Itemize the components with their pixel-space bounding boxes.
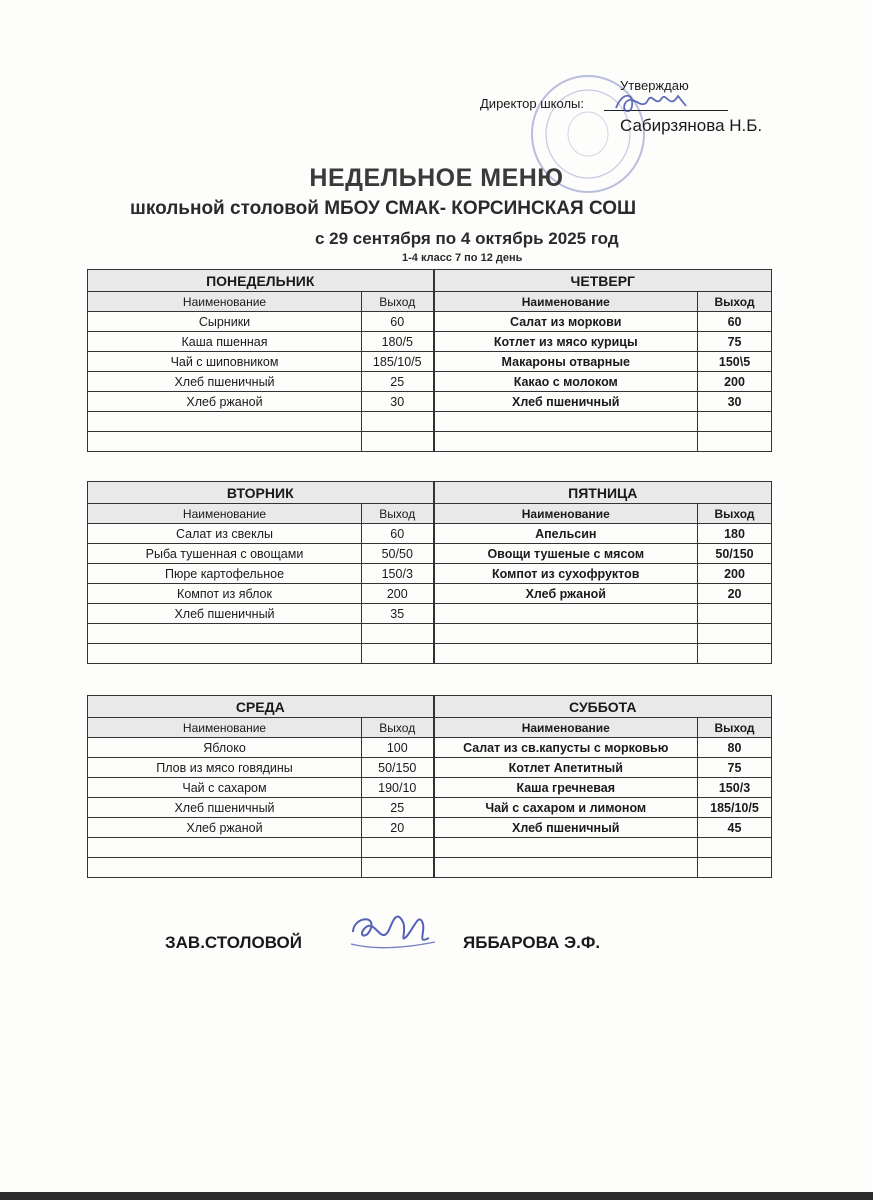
col-output-header: Выход <box>362 504 434 524</box>
page-subtitle: школьной столовой МБОУ СМАК- КОРСИНСКАЯ СОШ <box>130 198 637 219</box>
dish-name: Апельсин <box>434 524 698 544</box>
dish-name: Компот из яблок <box>88 584 362 604</box>
table-row <box>88 818 772 838</box>
dish-output: 150/3 <box>698 778 772 798</box>
dish-name: Хлеб пшеничный <box>88 372 362 392</box>
approve-word: Утверждаю <box>620 78 689 93</box>
menu-table-tue-fri <box>87 481 772 664</box>
table-row <box>88 524 772 544</box>
day-monday: ПОНЕДЕЛЬНИК <box>88 270 434 292</box>
dish-output <box>698 432 772 452</box>
day-wednesday: СРЕДА <box>88 696 434 718</box>
dish-output: 25 <box>362 372 434 392</box>
date-range: с 29 сентября по 4 октябрь 2025 год <box>315 229 619 248</box>
dish-name <box>434 604 698 624</box>
dish-output: 150/3 <box>362 564 434 584</box>
dish-name <box>434 624 698 644</box>
col-name-header: Наименование <box>88 292 362 312</box>
dish-output: 190/10 <box>362 778 434 798</box>
menu-table-wed-sat <box>87 695 772 878</box>
col-name-header: Наименование <box>88 718 362 738</box>
cafeteria-head-signature <box>345 900 440 960</box>
col-output-header: Выход <box>698 718 772 738</box>
dish-name <box>88 432 362 452</box>
table-row <box>88 798 772 818</box>
dish-name: Хлеб пшеничный <box>88 604 362 624</box>
table-row <box>88 838 772 858</box>
dish-name: Хлеб пшеничный <box>434 818 698 838</box>
dish-name: Чай с сахаром и лимоном <box>434 798 698 818</box>
dish-name: Салат из моркови <box>434 312 698 332</box>
dish-name: Салат из свеклы <box>88 524 362 544</box>
dish-name: Какао с молоком <box>434 372 698 392</box>
table-row <box>88 312 772 332</box>
dish-output: 200 <box>698 564 772 584</box>
dish-name: Котлет Апетитный <box>434 758 698 778</box>
dish-output <box>362 432 434 452</box>
dish-name: Рыба тушенная с овощами <box>88 544 362 564</box>
dish-name: Котлет из мясо курицы <box>434 332 698 352</box>
col-output-header: Выход <box>698 292 772 312</box>
dish-output: 75 <box>698 758 772 778</box>
dish-output: 50/150 <box>362 758 434 778</box>
dish-name: Плов из мясо говядины <box>88 758 362 778</box>
dish-output: 20 <box>698 584 772 604</box>
dish-name: Компот из сухофруктов <box>434 564 698 584</box>
table-row <box>88 392 772 412</box>
dish-name <box>434 412 698 432</box>
table-row <box>88 778 772 798</box>
dish-output <box>698 838 772 858</box>
table-row <box>88 332 772 352</box>
dish-output: 35 <box>362 604 434 624</box>
dish-output: 185/10/5 <box>362 352 434 372</box>
table-row <box>88 432 772 452</box>
dish-output: 180 <box>698 524 772 544</box>
dish-output: 60 <box>362 524 434 544</box>
dish-name: Каша пшенная <box>88 332 362 352</box>
menu-table-mon-thu <box>87 269 772 452</box>
table-row <box>88 584 772 604</box>
dish-name <box>88 644 362 664</box>
dish-name: Чай с шиповником <box>88 352 362 372</box>
dish-name: Овощи тушеные с мясом <box>434 544 698 564</box>
dish-output: 60 <box>698 312 772 332</box>
dish-name: Яблоко <box>88 738 362 758</box>
dish-output: 30 <box>698 392 772 412</box>
director-label: Директор школы: <box>480 96 584 111</box>
col-output-header: Выход <box>362 718 434 738</box>
dish-name <box>434 838 698 858</box>
dish-output: 185/10/5 <box>698 798 772 818</box>
dish-output: 50/150 <box>698 544 772 564</box>
dish-output: 30 <box>362 392 434 412</box>
dish-output: 20 <box>362 818 434 838</box>
dish-name <box>88 412 362 432</box>
dish-output: 150\5 <box>698 352 772 372</box>
dish-output: 200 <box>698 372 772 392</box>
dish-name <box>434 858 698 878</box>
dish-output <box>362 838 434 858</box>
table-row <box>88 352 772 372</box>
cafeteria-head-role: ЗАВ.СТОЛОВОЙ <box>165 933 302 952</box>
table-row <box>88 372 772 392</box>
col-name-header: Наименование <box>434 718 698 738</box>
dish-output <box>698 604 772 624</box>
dish-output: 80 <box>698 738 772 758</box>
dish-output <box>698 644 772 664</box>
director-name: Сабирзянова Н.Б. <box>620 116 763 135</box>
dish-output <box>698 624 772 644</box>
col-name-header: Наименование <box>434 292 698 312</box>
dish-output <box>362 624 434 644</box>
dish-name: Салат из св.капусты с морковью <box>434 738 698 758</box>
col-output-header: Выход <box>362 292 434 312</box>
table-row <box>88 412 772 432</box>
dish-output <box>362 644 434 664</box>
table-row <box>88 758 772 778</box>
cafeteria-head-name: ЯББАРОВА Э.Ф. <box>463 933 601 952</box>
dish-output <box>698 858 772 878</box>
day-thursday: ЧЕТВЕРГ <box>434 270 772 292</box>
dish-name <box>88 858 362 878</box>
director-signature <box>612 86 692 120</box>
dish-name: Сырники <box>88 312 362 332</box>
dish-output: 60 <box>362 312 434 332</box>
dish-output: 50/50 <box>362 544 434 564</box>
day-tuesday: ВТОРНИК <box>88 482 434 504</box>
dish-name: Пюре картофельное <box>88 564 362 584</box>
table-row <box>88 604 772 624</box>
table-row <box>88 624 772 644</box>
dish-output: 75 <box>698 332 772 352</box>
table-row <box>88 738 772 758</box>
dish-output: 200 <box>362 584 434 604</box>
col-name-header: Наименование <box>88 504 362 524</box>
dish-name <box>434 432 698 452</box>
dish-name: Макароны отварные <box>434 352 698 372</box>
table-row <box>88 544 772 564</box>
dish-name: Хлеб пшеничный <box>434 392 698 412</box>
page-title: НЕДЕЛЬНОЕ МЕНЮ <box>309 164 564 192</box>
dish-name: Хлеб ржаной <box>434 584 698 604</box>
table-row <box>88 644 772 664</box>
dish-name: Хлеб ржаной <box>88 818 362 838</box>
dish-name: Хлеб пшеничный <box>88 798 362 818</box>
dish-output: 25 <box>362 798 434 818</box>
dish-output: 45 <box>698 818 772 838</box>
col-output-header: Выход <box>698 504 772 524</box>
dish-output: 180/5 <box>362 332 434 352</box>
dish-name: Чай с сахаром <box>88 778 362 798</box>
col-name-header: Наименование <box>434 504 698 524</box>
day-friday: ПЯТНИЦА <box>434 482 772 504</box>
dish-name: Хлеб ржаной <box>88 392 362 412</box>
dish-output <box>362 858 434 878</box>
dish-output <box>362 412 434 432</box>
scan-edge <box>0 1192 873 1200</box>
dish-name <box>88 838 362 858</box>
dish-output: 100 <box>362 738 434 758</box>
dish-name <box>434 644 698 664</box>
table-row <box>88 858 772 878</box>
dish-output <box>698 412 772 432</box>
dish-name <box>88 624 362 644</box>
table-row <box>88 564 772 584</box>
dish-name: Каша гречневая <box>434 778 698 798</box>
grade-label: 1-4 класс 7 по 12 день <box>402 252 523 264</box>
day-saturday: СУББОТА <box>434 696 772 718</box>
